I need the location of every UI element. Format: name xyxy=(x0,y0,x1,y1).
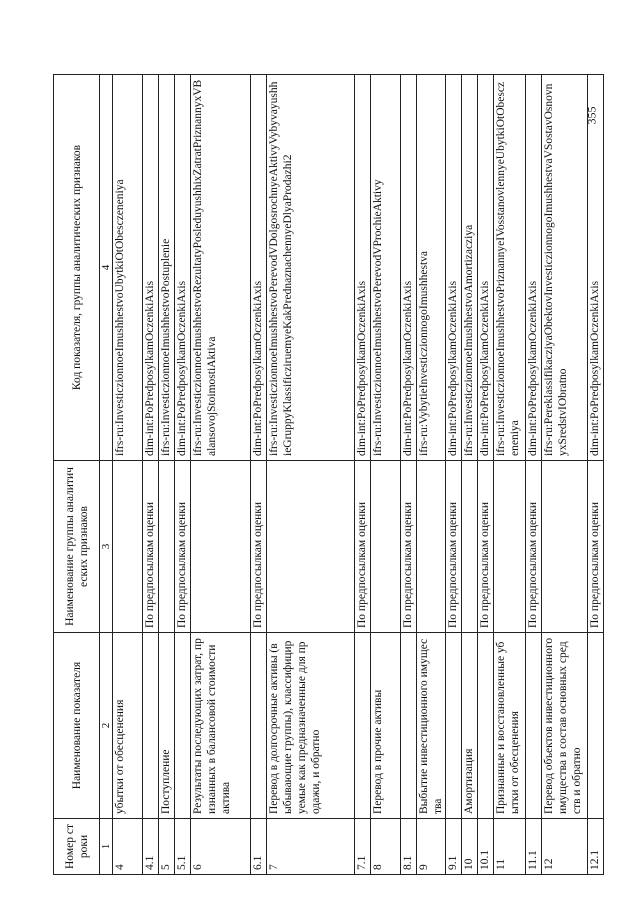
table-row xyxy=(417,75,446,875)
group-name-cell xyxy=(113,461,143,633)
code-cell: dim-int:PoPredposylkamOczenkiAxis xyxy=(588,75,604,461)
group-name-cell: По предпосылкам оценки xyxy=(175,461,191,633)
indicator-name-cell xyxy=(143,633,159,819)
code-cell: dim-int:PoPredposylkamOczenkiAxis xyxy=(143,75,159,461)
group-name-cell xyxy=(462,461,478,633)
code-cell: ifrs-ru:InvesticzionnoeImushhestvoPerevodVProchieAktivy xyxy=(371,75,401,461)
code-cell: dim-int:PoPredposylkamOczenkiAxis xyxy=(401,75,417,461)
table-row xyxy=(588,75,604,875)
indicator-name-cell: Признанные и восстановленные убытки от обесценения xyxy=(494,633,526,819)
indicator-name-cell: Амортизация xyxy=(462,633,478,819)
header-code: Код показателя, группы аналитических признаков xyxy=(54,75,100,461)
header-num-4: 4 xyxy=(100,75,113,461)
row-number-cell: 5 xyxy=(159,819,175,875)
header-indicator-name: Наименование показателя xyxy=(54,633,100,819)
table-row xyxy=(143,75,159,875)
code-cell: dim-int:PoPredposylkamOczenkiAxis xyxy=(355,75,371,461)
group-name-cell xyxy=(267,461,355,633)
table-header xyxy=(54,75,113,875)
row-number-cell: 7 xyxy=(267,819,355,875)
page-number: 355 xyxy=(584,106,599,125)
group-name-cell: По предпосылкам оценки xyxy=(251,461,267,633)
code-cell: ifrs-ru:InvesticzionnoeImushhestvoPostuplenie xyxy=(159,75,175,461)
group-name-cell: По предпосылкам оценки xyxy=(526,461,542,633)
code-cell: ifrs-ru:InvesticzionnoeImushhestvoAmortizacziya xyxy=(462,75,478,461)
row-number-cell: 9 xyxy=(417,819,446,875)
table-row xyxy=(446,75,462,875)
code-cell: ifrs-ru:InvesticzionnoeImushhestvoPriznannyeIVosstanovlennyeUbytkiOtObesczeneniya xyxy=(494,75,526,461)
row-number-cell: 7.1 xyxy=(355,819,371,875)
code-cell: ifrs-ru:InvesticzionnoeImushhestvoRezultatyPosleduyushhixZatratPriznannyxVBalansovojStoimostiAktiva xyxy=(191,75,251,461)
table-row xyxy=(113,75,143,875)
table-row xyxy=(401,75,417,875)
table-row xyxy=(175,75,191,875)
row-number-cell: 5.1 xyxy=(175,819,191,875)
row-number-cell: 11.1 xyxy=(526,819,542,875)
indicator-name-cell xyxy=(526,633,542,819)
group-name-cell xyxy=(371,461,401,633)
code-cell: dim-int:PoPredposylkamOczenkiAxis xyxy=(526,75,542,461)
indicator-name-cell xyxy=(175,633,191,819)
row-number-cell: 8.1 xyxy=(401,819,417,875)
indicator-name-cell: Перевод в прочие активы xyxy=(371,633,401,819)
table-row xyxy=(478,75,494,875)
row-number-cell: 11 xyxy=(494,819,526,875)
group-name-cell: По предпосылкам оценки xyxy=(143,461,159,633)
code-cell: ifrs-ru:PereklassifikacziyaObektovInvesticzionnogoImushhestvaVSostavOsnovnyxSredstvIObratno xyxy=(542,75,588,461)
group-name-cell xyxy=(159,461,175,633)
header-num-2: 2 xyxy=(100,633,113,819)
group-name-cell xyxy=(191,461,251,633)
header-num-1: 1 xyxy=(100,819,113,875)
group-name-cell: По предпосылкам оценки xyxy=(355,461,371,633)
indicator-name-cell: Перевод в долгосрочные активы (выбывающие группы), классифицируемые как предназначенные для продажи, и обратно xyxy=(267,633,355,819)
table-row xyxy=(462,75,478,875)
row-number-cell: 4.1 xyxy=(143,819,159,875)
row-number-cell: 4 xyxy=(113,819,143,875)
table-body xyxy=(113,75,604,875)
row-number-cell: 12 xyxy=(542,819,588,875)
code-cell: dim-int:PoPredposylkamOczenkiAxis xyxy=(446,75,462,461)
table-row xyxy=(159,75,175,875)
indicator-name-cell: Выбытие инвестиционного имущества xyxy=(417,633,446,819)
header-group-name: Наименование группы аналитических признаков xyxy=(54,461,100,633)
indicator-name-cell: Результаты последующих затрат, признанных в балансовой стоимости актива xyxy=(191,633,251,819)
row-number-cell: 8 xyxy=(371,819,401,875)
code-cell: ifrs-ru:InvesticzionnoeImushhestvoUbytkiOtObesczeneniya xyxy=(113,75,143,461)
group-name-cell: По предпосылкам оценки xyxy=(588,461,604,633)
group-name-cell xyxy=(494,461,526,633)
indicator-table xyxy=(53,74,604,875)
code-cell: dim-int:PoPredposylkamOczenkiAxis xyxy=(175,75,191,461)
header-row-number: Номер строки xyxy=(54,819,100,875)
group-name-cell: По предпосылкам оценки xyxy=(401,461,417,633)
table-row xyxy=(191,75,251,875)
header-num-3: 3 xyxy=(100,461,113,633)
table-row xyxy=(251,75,267,875)
code-cell: dim-int:PoPredposylkamOczenkiAxis xyxy=(251,75,267,461)
code-cell: dim-int:PoPredposylkamOczenkiAxis xyxy=(478,75,494,461)
row-number-cell: 6 xyxy=(191,819,251,875)
indicator-name-cell xyxy=(588,633,604,819)
code-cell: ifrs-ru:VybytieInvesticzionnogoImushhestva xyxy=(417,75,446,461)
table-row xyxy=(371,75,401,875)
table-row xyxy=(494,75,526,875)
indicator-name-cell: убытки от обесценения xyxy=(113,633,143,819)
code-cell: ifrs-ru:InvesticzionnoeImushhestvoPerevodVDolgosrochnyeAktivyVybyvayushhieGruppyKlassificziruemyeKakPrednaznachennyeDlyaProdazhi2 xyxy=(267,75,355,461)
group-name-cell: По предпосылкам оценки xyxy=(446,461,462,633)
group-name-cell xyxy=(542,461,588,633)
row-number-cell: 9.1 xyxy=(446,819,462,875)
row-number-cell: 6.1 xyxy=(251,819,267,875)
indicator-name-cell: Перевод объектов инвестиционного имущества в состав основных средств и обратно xyxy=(542,633,588,819)
indicator-name-cell xyxy=(446,633,462,819)
table-row xyxy=(267,75,355,875)
table-row xyxy=(355,75,371,875)
group-name-cell: По предпосылкам оценки xyxy=(478,461,494,633)
row-number-cell: 10 xyxy=(462,819,478,875)
group-name-cell xyxy=(417,461,446,633)
indicator-name-cell xyxy=(251,633,267,819)
table-row xyxy=(542,75,588,875)
indicator-name-cell: Поступление xyxy=(159,633,175,819)
row-number-cell: 10.1 xyxy=(478,819,494,875)
indicator-name-cell xyxy=(401,633,417,819)
row-number-cell: 12.1 xyxy=(588,819,604,875)
indicator-name-cell xyxy=(355,633,371,819)
table-row xyxy=(526,75,542,875)
indicator-name-cell xyxy=(478,633,494,819)
